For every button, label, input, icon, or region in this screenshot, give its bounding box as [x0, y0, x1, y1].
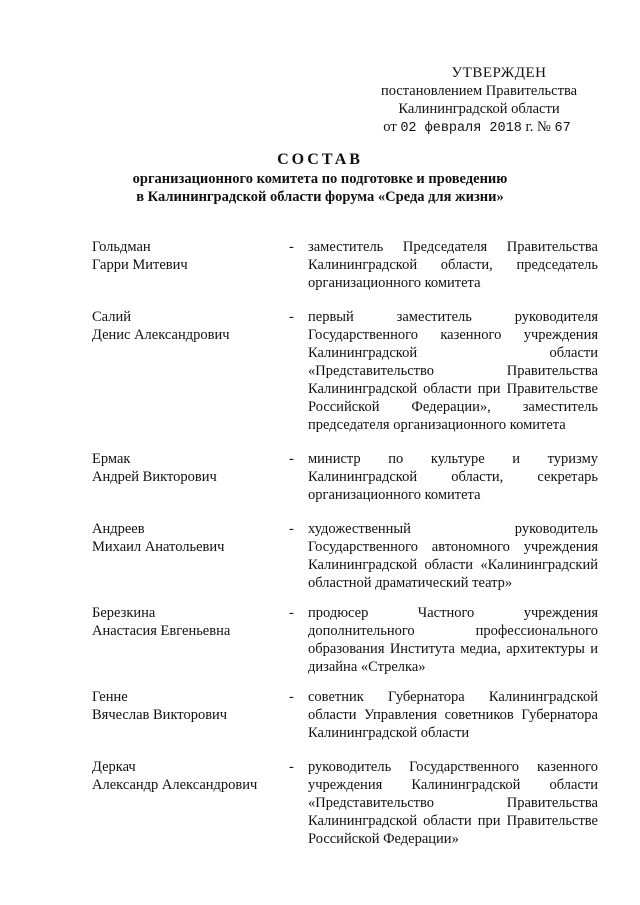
- resolution-number: 67: [554, 121, 571, 136]
- member-role: министр по культуре и туризму Калининградской области, секретарь организационного комитета: [308, 451, 598, 503]
- document-subtitle-line-2: в Калининградской области форума «Среда для жизни»: [136, 189, 504, 205]
- member-dash: -: [289, 309, 294, 325]
- member-surname: Деркач: [92, 759, 136, 775]
- member-surname: Березкина: [92, 605, 156, 621]
- member-name: [92, 688, 282, 724]
- approval-date-line: [356, 118, 598, 138]
- member-surname: Салий: [92, 309, 131, 325]
- member-given-names: Александр Александрович: [92, 777, 258, 793]
- approval-line-1: постановлением Правительства: [380, 83, 578, 99]
- member-dash: -: [289, 689, 294, 705]
- member-given-names: Гарри Митевич: [92, 257, 188, 273]
- date-prefix: от: [383, 119, 397, 135]
- member-name: [92, 238, 282, 274]
- member-dash: -: [289, 239, 294, 255]
- approval-line-2: Калининградской области: [398, 101, 560, 117]
- member-role: первый заместитель руководителя Государственного казенного учреждения Калининградской области «Представительство Правительства Калининградской области при Правительстве Российской Федерации», заместитель председателя организационного комитета: [308, 309, 598, 433]
- member-dash: -: [289, 605, 294, 621]
- member-dash: -: [289, 759, 294, 775]
- approved-label: УТВЕРЖДЕН: [451, 65, 547, 81]
- member-name: [92, 604, 282, 640]
- member-given-names: Денис Александрович: [92, 327, 230, 343]
- member-surname: Генне: [92, 689, 128, 705]
- member-surname: Ермак: [92, 451, 131, 467]
- member-dash: -: [289, 451, 294, 467]
- member-given-names: Анастасия Евгеньевна: [92, 623, 231, 639]
- member-name: [92, 520, 282, 556]
- date-suffix: г. №: [525, 119, 551, 135]
- document-heading: [60, 150, 580, 206]
- member-role: художественный руководитель Государственного автономного учреждения Калининградской области «Калининградский областной драматический театр»: [308, 521, 598, 591]
- member-role: заместитель Председателя Правительства Калининградской области, председатель организационного комитета: [308, 239, 598, 291]
- member-role: продюсер Частного учреждения дополнительного профессионального образования Института медиа, архитектуры и дизайна «Стрелка»: [308, 605, 598, 675]
- date-value: 02 февраля 2018: [400, 121, 522, 136]
- member-given-names: Андрей Викторович: [92, 469, 217, 485]
- member-name: [92, 758, 282, 794]
- member-role: руководитель Государственного казенного учреждения Калининградской области «Представительство Правительства Калининградской области при Правительстве Российской Федерации»: [308, 759, 598, 847]
- member-name: [92, 450, 282, 486]
- member-dash: -: [289, 521, 294, 537]
- member-given-names: Вячеслав Викторович: [92, 707, 228, 723]
- member-name: [92, 308, 282, 344]
- approval-stamp: [360, 64, 598, 138]
- member-surname: Гольдман: [92, 239, 151, 255]
- document-subtitle-line-1: организационного комитета по подготовке и проведению: [132, 171, 508, 187]
- document-title: СОСТАВ: [277, 151, 363, 168]
- member-given-names: Михаил Анатольевич: [92, 539, 225, 555]
- member-surname: Андреев: [92, 521, 145, 537]
- member-role: советник Губернатора Калининградской области Управления советников Губернатора Калининградской области: [308, 689, 598, 741]
